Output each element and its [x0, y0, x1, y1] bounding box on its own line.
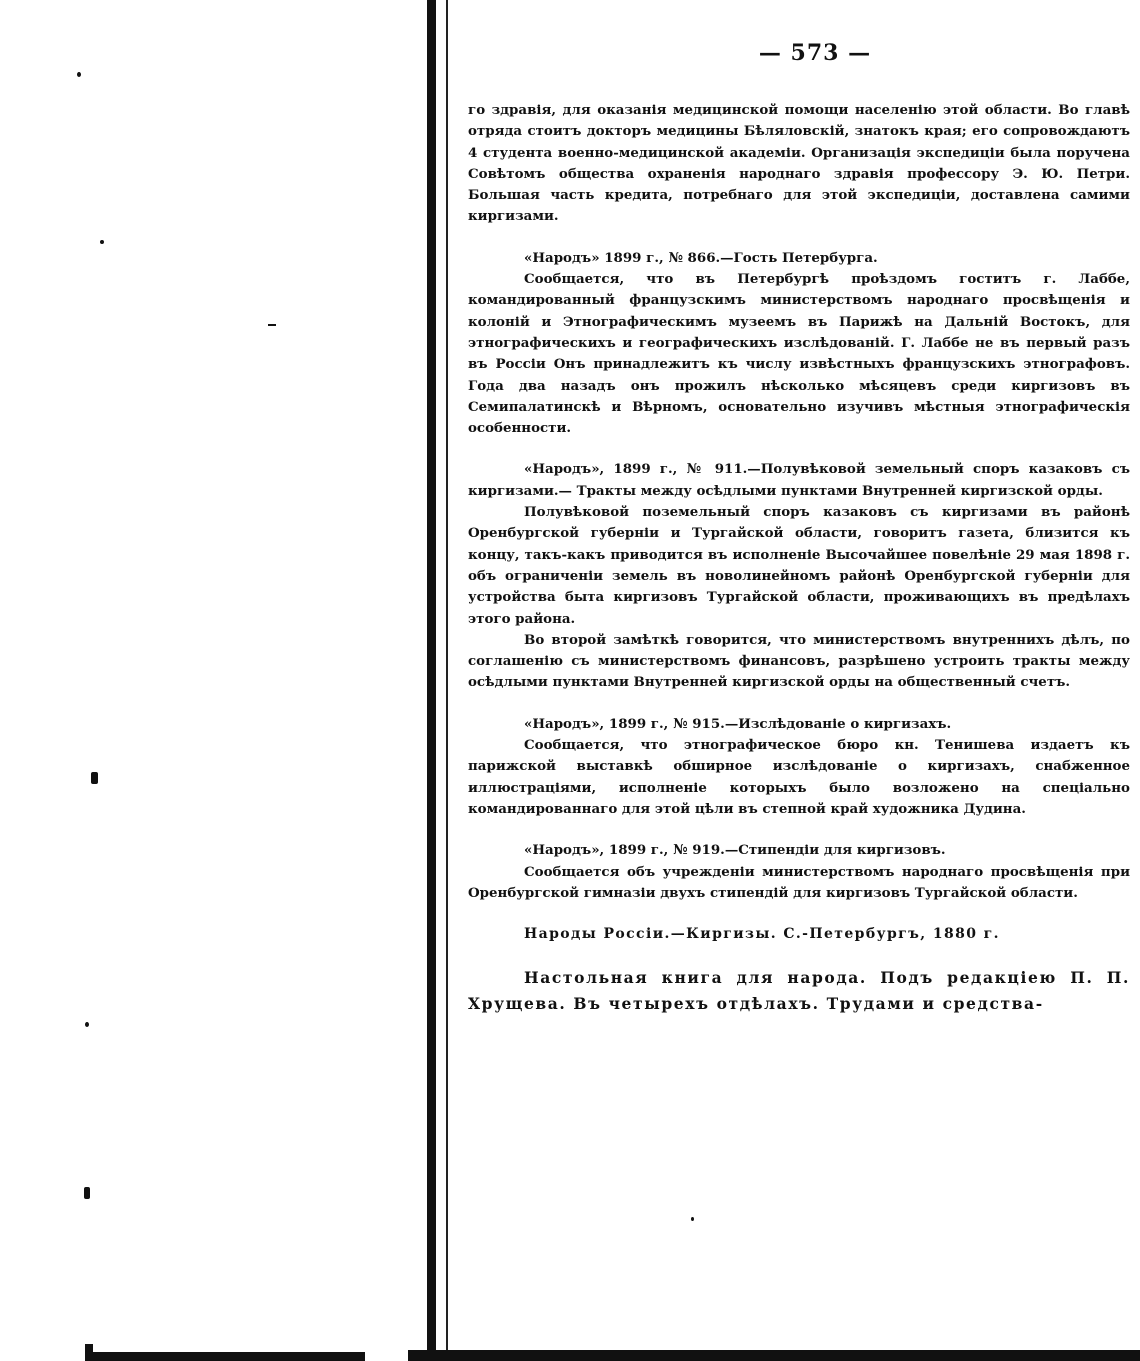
article-body-866: Сообщается, что въ Петербургѣ проѣздомъ гоститъ г. Лаббе, командированный французскимъ министерствомъ народнаго просвѣщенія и колоній и Этнографическимъ музеемъ въ Парижѣ на Дальній Востокъ, для этнографическихъ и географическихъ изслѣдованій. Г. Лаббе не въ первый разъ въ Россіи Онъ принадлежитъ къ числу извѣстныхъ французскихъ этнографовъ. Года два назадъ онъ прожилъ нѣсколько мѣсяцевъ среди киргизовъ въ Семипалатинскѣ и Вѣрномъ, основательно изучивъ мѣстныя этнографическія особенности.	[468, 271, 1130, 437]
page-number: — 573 —	[758, 40, 872, 66]
scan-speck	[85, 1022, 89, 1027]
book-spine-shadow	[427, 0, 436, 1361]
scan-speck	[77, 72, 81, 77]
scan-speck	[691, 1217, 694, 1221]
paragraph-continuation: го здравія, для оказанія медицинской помощи населенію этой области. Во главѣ отряда стоитъ докторъ медицины Бѣляловскій, знатокъ края; его сопровождаютъ 4 студента военно-медицинской академіи. Организація экспедиціи была поручена Совѣтомъ общества охраненія народнаго здравія профессору Э. Ю. Петри. Большая часть кредита, потребнаго для этой экспедиціи, доставлена самими киргизами.	[468, 102, 1130, 225]
article-heading-915: «Народъ», 1899 г., № 915.—Изслѣдованіе о киргизахъ.	[524, 715, 952, 732]
scan-speck	[100, 240, 104, 244]
text-column	[468, 100, 1130, 1017]
scan-speck	[268, 324, 276, 326]
page-margin-rule	[446, 0, 448, 1361]
book-description-entry: Настольная книга для народа. Подъ редакціею П. П. Хрущева. Въ четырехъ отдѣлахъ. Трудами и средства-	[468, 968, 1130, 1014]
article-heading-919: «Народъ», 1899 г., № 919.—Стипендіи для киргизовъ.	[524, 842, 946, 859]
article-heading-911: «Народъ», 1899 г., № 911.—Полувѣковой земельный споръ казаковъ съ киргизами.— Тракты между осѣдлыми пунктами Внутренней киргизской орды.	[468, 461, 1130, 499]
bottom-edge-shadow	[408, 1350, 1140, 1361]
scan-speck	[84, 1187, 90, 1199]
article-heading-866: «Народъ» 1899 г., № 866.—Гость Петербурга.	[524, 249, 878, 266]
article-body-911-part2: Во второй замѣткѣ говорится, что министерствомъ внутреннихъ дѣлъ, по соглашенію съ министерствомъ финансовъ, разрѣшено устроить тракты между осѣдлыми пунктами Внутренней киргизской орды на общественный счетъ.	[468, 631, 1130, 691]
scan-speck	[91, 772, 98, 784]
left-page-bottom-edge	[85, 1352, 365, 1361]
article-body-915: Сообщается, что этнографическое бюро кн. Тенишева издаетъ къ парижской выставкѣ обширное изслѣдованіе о киргизахъ, снабженное иллюстраціями, исполненіе которыхъ было возложено на спеціально командированнаго для этой цѣли въ степной край художника Дудина.	[468, 737, 1130, 817]
article-body-911-part1: Полувѣковой поземельный споръ казаковъ съ киргизами въ районѣ Оренбургской губерніи и Тургайской области, говоритъ газета, близится къ концу, такъ-какъ приводится въ исполненіе Высочайшее повелѣніе 29 мая 1898 г. объ ограниченіи земель въ новолинейномъ районѣ Оренбургской губерніи для устройства быта киргизовъ Тургайской области, проживающихъ въ предѣлахъ этого района.	[468, 504, 1130, 627]
article-body-919: Сообщается объ учрежденіи министерствомъ народнаго просвѣщенія при Оренбургской гимназіи двухъ стипендій для киргизовъ Тургайской области.	[468, 863, 1130, 901]
book-title-entry: Народы Россіи.—Киргизы. С.-Петербургъ, 1880 г.	[524, 926, 1000, 943]
